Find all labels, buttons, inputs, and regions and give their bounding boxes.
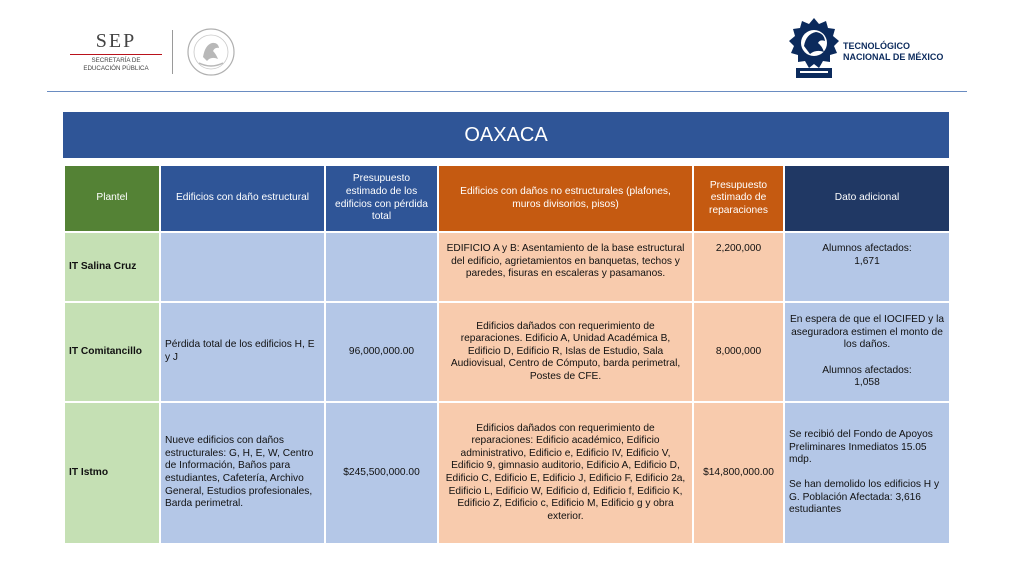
header-repair-budget: Presupuesto estimado de reparaciones [693, 165, 784, 232]
tecnm-logo-text [843, 41, 943, 63]
paragraph-gap [789, 352, 945, 365]
cell-structural-damage [160, 232, 325, 302]
cell-additional-data [784, 302, 950, 402]
table-row [64, 402, 950, 544]
additional-data-line: 1,671 [854, 255, 880, 267]
paragraph-gap [789, 467, 945, 480]
cell-loss-budget [325, 232, 438, 302]
additional-data-line: 1,058 [854, 377, 880, 389]
table-row [64, 232, 950, 302]
cell-additional-data [784, 232, 950, 302]
header-structural-damage: Edificios con daño estructural [160, 165, 325, 232]
header-rule [47, 91, 967, 92]
header-nonstructural-damage: Edificios con daños no estructurales (plafones, muros divisorios, pisos) [438, 165, 693, 232]
cell-structural-damage: Nueve edificios con daños estructurales: G, H, E, W, Centro de Información, Baños para estudiantes, Cafetería, Archivo General, Estudios profesionales, Barda perimetral. [160, 402, 325, 544]
additional-data-line: Se recibió del Fondo de Apoyos Preliminares Inmediatos 15.05 mdp. [789, 428, 933, 466]
additional-data-line: En espera de que el IOCIFED y la aseguradora estimen el monto de los daños. [789, 314, 945, 351]
header-plantel: Plantel [64, 165, 160, 232]
header-additional-data: Dato adicional [784, 165, 950, 232]
tecnm-name-line2: NACIONAL DE MÉXICO [843, 52, 944, 62]
cell-structural-damage: Pérdida total de los edificios H, E y J [160, 302, 325, 402]
mexico-coat-of-arms-seal-icon [185, 27, 237, 77]
logo-divider [172, 30, 173, 74]
sep-logo-title: SEP [95, 30, 137, 52]
cell-repair-budget: 2,200,000 [693, 232, 784, 302]
tecnm-name-line1: TECNOLÓGICO [843, 41, 910, 51]
cell-nonstructural-damage: Edificios dañados con requerimiento de reparaciones. Edificio A, Unidad Académica B, Edificio D, Edificio R, Islas de Estudio, Sala Audiovisual, Centro de Cómputo, barda perimetral, Postes de CFE. [438, 302, 693, 402]
cell-plantel: IT Salina Cruz [64, 232, 160, 302]
table-row [64, 302, 950, 402]
sep-subtitle-line1: SECRETARÍA DE [91, 57, 141, 64]
sep-subtitle-line2: EDUCACIÓN PÚBLICA [83, 65, 149, 72]
tecnm-logo-icon [788, 16, 840, 82]
additional-data-line: Alumnos afectados: [822, 243, 912, 254]
sep-logo [70, 30, 162, 72]
cell-additional-data [784, 402, 950, 544]
table-header-row [64, 165, 950, 232]
cell-repair-budget: $14,800,000.00 [693, 402, 784, 544]
cell-repair-budget: 8,000,000 [693, 302, 784, 402]
additional-data-line: Se han demolido los edificios H y G. Población Afectada: 3,616 estudiantes [789, 479, 940, 516]
sep-logo-rule [70, 54, 162, 55]
cell-plantel: IT Istmo [64, 402, 160, 544]
banner-title: OAXACA [464, 123, 548, 146]
cell-loss-budget: 96,000,000.00 [325, 302, 438, 402]
cell-nonstructural-damage: EDIFICIO A y B: Asentamiento de la base estructural del edificio, agrietamientos en banquetas, techos y paredes, fisuras en escaleras y pasamanos. [438, 232, 693, 302]
damage-table [63, 164, 951, 545]
additional-data-line: Alumnos afectados: [822, 364, 912, 376]
state-banner [63, 112, 949, 158]
cell-nonstructural-damage: Edificios dañados con requerimiento de reparaciones: Edificio académico, Edificio administrativo, Edificio e, Edificio IV, Edificio V, Edificio 9, gimnasio auditorio, Edificio A, Edificio D, Edificio C, Edificio E, Edificio J, Edificio F, Edificio 2a, Edificio L, Edificio W, Edificio d, Edificio f, Edificio K, Edificio Z, Edificio c, Edificio M, Edificio g y obra exterior. [438, 402, 693, 544]
cell-loss-budget: $245,500,000.00 [325, 402, 438, 544]
header-loss-budget: Presupuesto estimado de los edificios con pérdida total [325, 165, 438, 232]
sep-logo-subtitle [70, 57, 162, 73]
cell-plantel: IT Comitancillo [64, 302, 160, 402]
